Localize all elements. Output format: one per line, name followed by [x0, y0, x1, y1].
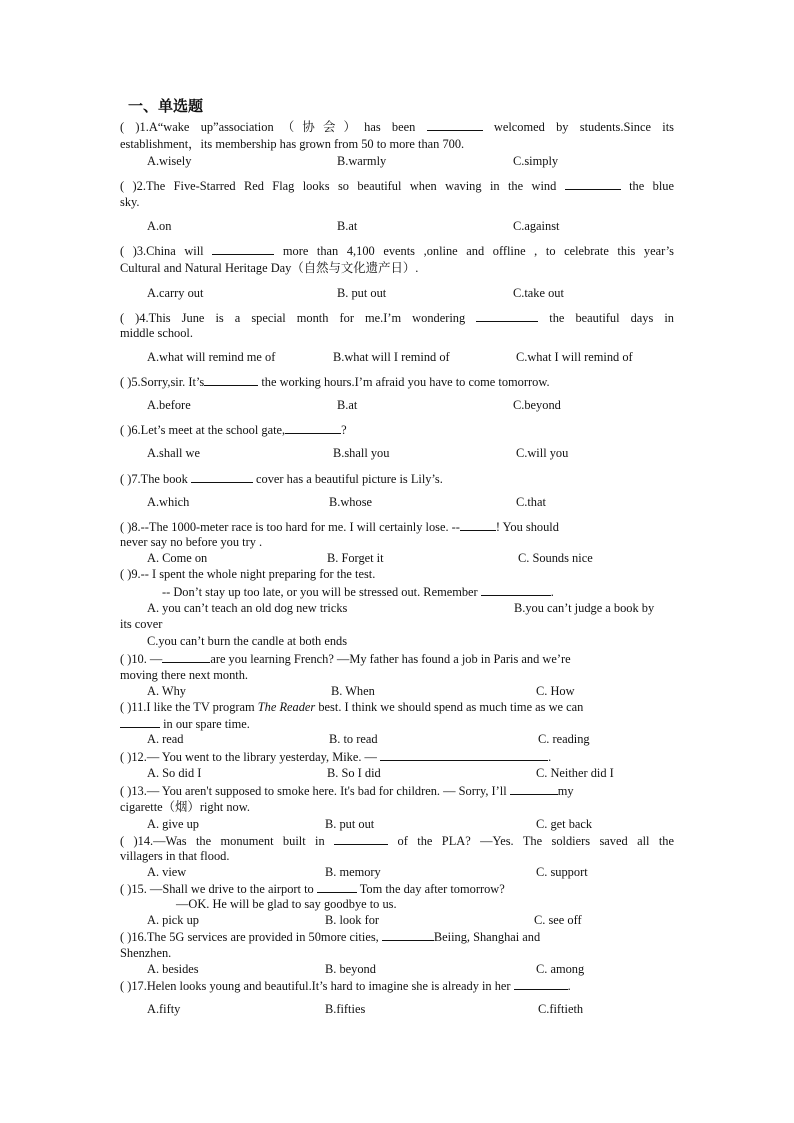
option-a[interactable]: A. view [147, 865, 187, 879]
option-a[interactable]: A. besides [147, 962, 199, 976]
answer-blank [212, 242, 274, 255]
option-b[interactable]: B. memory [325, 865, 381, 879]
question-13-line-1: ( )13.— You aren't supposed to smoke here. It's bad for children. — Sorry, I’ll my [120, 784, 574, 798]
question-15-line-1: ( )15. —Shall we drive to the airport to Tom the day after tomorrow? [120, 882, 505, 896]
option-b[interactable]: B.warmly [337, 154, 387, 168]
option-c[interactable]: C. Sounds nice [518, 551, 593, 565]
question-8-line-1: ( )8.--The 1000-meter race is too hard for me. I will certainly lose. -- ! You should [120, 520, 559, 534]
answer-blank [120, 715, 160, 728]
answer-blank [510, 782, 558, 795]
question-14-line-2: villagers in that flood. [120, 849, 230, 863]
option-b-continued: its cover [120, 617, 163, 631]
answer-blank [481, 583, 551, 596]
option-b[interactable]: B.you can’t judge a book by [514, 601, 655, 615]
answer-blank [476, 309, 538, 322]
question-2-line-1: ( )2.The Five-Starred Red Flag looks so beautiful when waving in the wind the blue [120, 179, 674, 193]
question-1-line-2: establishment，its membership has grown from 50 to more than 700. [120, 137, 465, 151]
question-15-line-2: —OK. He will be glad to say goodbye to us. [176, 897, 397, 911]
section-title: 一、单选题 [128, 97, 204, 115]
answer-blank [382, 928, 434, 941]
option-a[interactable]: A.wisely [147, 154, 192, 168]
option-a[interactable]: A.what will remind me of [147, 350, 276, 364]
question-12-line-1: ( )12.— You went to the library yesterday, Mike. — . [120, 750, 552, 764]
option-b[interactable]: B.what will I remind of [333, 350, 450, 364]
question-4-line-1: ( )4.This June is a special month for me.I’m wondering the beautiful days in [120, 311, 674, 325]
option-a[interactable]: A. pick up [147, 913, 199, 927]
option-a[interactable]: A. Come on [147, 551, 208, 565]
answer-blank [514, 977, 568, 990]
option-b[interactable]: B.fifties [325, 1002, 366, 1016]
option-c[interactable]: C. among [536, 962, 585, 976]
option-c[interactable]: C. see off [534, 913, 582, 927]
answer-blank [204, 373, 258, 386]
question-11-line-1: ( )11.I like the TV program The Reader best. I think we should spend as much time as we can [120, 700, 584, 714]
question-10-line-1: ( )10. — are you learning French? —My father has found a job in Paris and we’re [120, 652, 571, 666]
question-13-line-2: cigarette（烟）right now. [120, 800, 250, 814]
option-c[interactable]: C.take out [513, 286, 564, 300]
question-10-line-2: moving there next month. [120, 668, 249, 682]
option-b[interactable]: B. Forget it [327, 551, 384, 565]
option-a[interactable]: A.on [147, 219, 172, 233]
option-a[interactable]: A.which [147, 495, 190, 509]
answer-blank [191, 470, 253, 483]
question-2-line-2: sky. [120, 195, 140, 209]
question-3-line-1: ( )3.China will more than 4,100 events ,online and offline , to celebrate this year’s [120, 244, 674, 258]
answer-blank [162, 650, 210, 663]
question-17-line-1: ( )17.Helen looks young and beautiful.It’s hard to imagine she is already in her . [120, 979, 571, 993]
option-c[interactable]: C.that [516, 495, 546, 509]
question-5-line-1: ( )5.Sorry,sir. It’s the working hours.I’m afraid you have to come tomorrow. [120, 375, 550, 389]
question-9-line-1: ( )9.-- I spent the whole night preparing for the test. [120, 567, 376, 581]
option-a[interactable]: A. you can’t teach an old dog new tricks [147, 601, 348, 615]
option-c[interactable]: C. support [536, 865, 588, 879]
answer-blank [317, 880, 357, 893]
question-3-line-2: Cultural and Natural Heritage Day（自然与文化遗产日）. [120, 261, 419, 275]
question-16-line-2: Shenzhen. [120, 946, 172, 960]
question-1-line-1: ( )1.A“wake up”association（协会）has been welcomed by students.Since its [120, 120, 674, 134]
option-b[interactable]: B. So I did [327, 766, 381, 780]
option-a[interactable]: A. give up [147, 817, 199, 831]
option-b[interactable]: B.shall you [333, 446, 390, 460]
option-c[interactable]: C.you can’t burn the candle at both ends [147, 634, 348, 648]
option-a[interactable]: A.carry out [147, 286, 204, 300]
answer-blank [334, 832, 388, 845]
option-c[interactable]: C.what I will remind of [516, 350, 633, 364]
question-6-line-1: ( )6.Let’s meet at the school gate, ? [120, 423, 347, 437]
option-b[interactable]: B. look for [325, 913, 380, 927]
question-14-line-1: ( )14.—Was the monument built in of the PLA? —Yes. The soldiers saved all the [120, 834, 674, 848]
option-c[interactable]: C.against [513, 219, 560, 233]
question-11-line-2: in our spare time. [120, 715, 674, 732]
option-b[interactable]: B.whose [329, 495, 373, 509]
question-8-line-2: never say no before you try . [120, 535, 263, 549]
option-c[interactable]: C.simply [513, 154, 559, 168]
option-a[interactable]: A. So did I [147, 766, 202, 780]
option-c[interactable]: C.beyond [513, 398, 561, 412]
answer-blank [427, 118, 483, 131]
option-b[interactable]: B.at [337, 398, 358, 412]
option-c[interactable]: C.will you [516, 446, 569, 460]
answer-blank [285, 421, 341, 434]
option-b[interactable]: B. to read [329, 732, 378, 746]
option-a[interactable]: A.fifty [147, 1002, 181, 1016]
option-c[interactable]: C. get back [536, 817, 593, 831]
option-c[interactable]: C.fiftieth [538, 1002, 584, 1016]
option-a[interactable]: A.shall we [147, 446, 200, 460]
question-9-line-2: -- Don’t stay up too late, or you will be stressed out. Remember . [162, 585, 554, 599]
option-a[interactable]: A.before [147, 398, 191, 412]
option-b[interactable]: B. put out [325, 817, 375, 831]
answer-blank [380, 748, 548, 761]
question-7-line-1: ( )7.The book cover has a beautiful picture is Lily’s. [120, 472, 443, 486]
question-4-line-2: middle school. [120, 326, 193, 340]
answer-blank [460, 518, 496, 531]
option-a[interactable]: A. read [147, 732, 184, 746]
option-b[interactable]: B.at [337, 219, 358, 233]
option-c[interactable]: C. How [536, 684, 575, 698]
option-c[interactable]: C. Neither did I [536, 766, 614, 780]
option-b[interactable]: B. When [331, 684, 375, 698]
option-b[interactable]: B. put out [337, 286, 387, 300]
question-16-line-1: ( )16.The 5G services are provided in 50more cities, Beiing, Shanghai and [120, 930, 541, 944]
option-a[interactable]: A. Why [147, 684, 187, 698]
answer-blank [565, 177, 621, 190]
option-b[interactable]: B. beyond [325, 962, 376, 976]
option-c[interactable]: C. reading [538, 732, 590, 746]
